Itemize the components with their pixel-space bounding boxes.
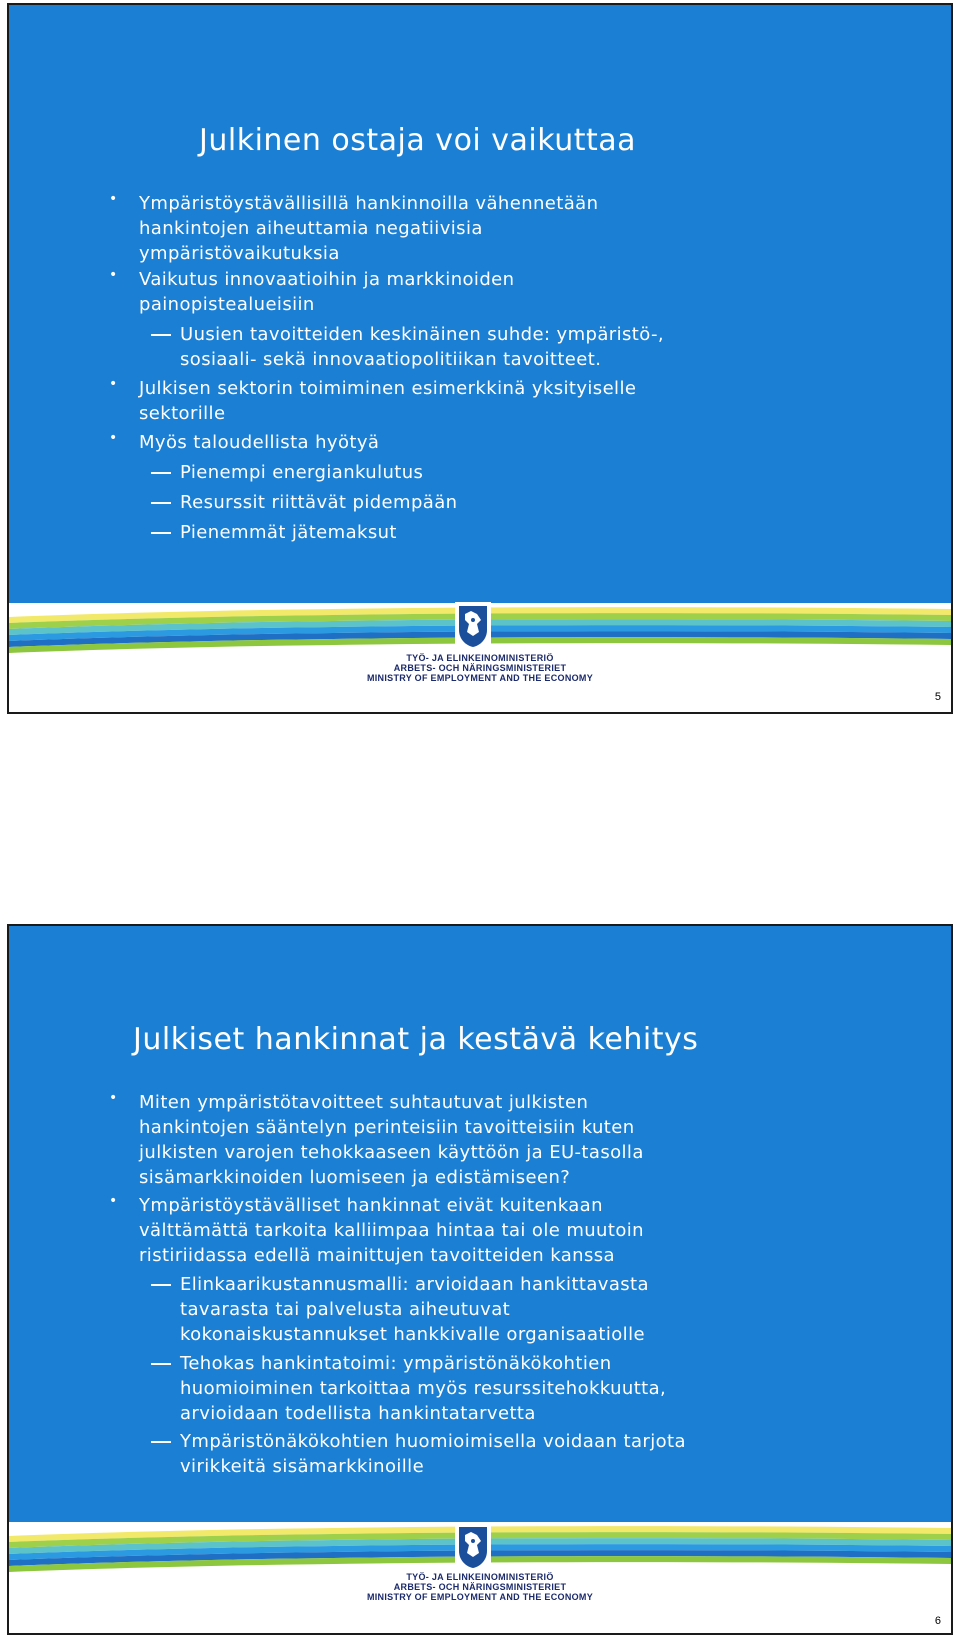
finnish-lion-crest-icon [455,602,491,648]
ministry-name [9,653,951,683]
slide-title: Julkinen ostaja voi vaikuttaa [199,123,637,158]
bullet-line: Tehokas hankintatoimi: ympäristönäkökohtien [180,1353,612,1374]
finnish-lion-crest-icon [455,1523,491,1569]
page-number: 6 [934,1615,941,1627]
bullet-line: huomioiminen tarkoittaa myös resurssitehokkuutta, [180,1378,667,1399]
bullet-line: hankintojen aiheuttamia negatiivisia [139,218,483,239]
bullet-dot-icon: • [109,430,118,446]
ministry-line-sv: ARBETS- OCH NÄRINGSMINISTERIET [393,663,567,673]
bullet-line: sisämarkkinoiden luomiseen ja edistämiseen? [139,1167,571,1188]
ministry-line-fi: TYÖ- JA ELINKEINOMINISTERIÖ [406,653,554,663]
bullet-dot-icon: • [109,191,118,207]
slide-title: Julkiset hankinnat ja kestävä kehitys [133,1022,699,1057]
bullet-line: hankintojen sääntelyn perinteisiin tavoitteisiin kuten [139,1117,635,1138]
bullet-line: sektorille [139,403,226,424]
bullet-line: sosiaali- sekä innovaatiopolitiikan tavoitteet. [180,349,602,370]
page-number: 5 [934,691,941,703]
bullet-line: välttämättä tarkoita kalliimpaa hintaa tai ole muutoin [139,1220,644,1241]
bullet-dot-icon: • [109,376,118,392]
bullet-line: virikkeitä sisämarkkinoille [180,1456,425,1477]
bullet-line: tavarasta tai palvelusta aiheutuvat [180,1299,511,1320]
bullet-dot-icon: • [109,267,118,283]
ministry-line-en: MINISTRY OF EMPLOYMENT AND THE ECONOMY [366,673,594,683]
bullet-line: julkisten varojen tehokkaaseen käyttöön ja EU-tasolla [139,1142,644,1163]
ministry-name [9,1572,951,1602]
bullet-line: Ympäristöystävälliset hankinnat eivät kuitenkaan [139,1195,603,1216]
dash-icon [151,1429,171,1443]
ministry-line-fi: TYÖ- JA ELINKEINOMINISTERIÖ [406,1572,554,1582]
bullet-line: kokonaiskustannukset hankkivalle organisaatiolle [180,1324,645,1345]
ministry-line-sv: ARBETS- OCH NÄRINGSMINISTERIET [393,1582,567,1592]
bullet-dot-icon: • [109,1193,118,1209]
dash-icon [151,1272,171,1286]
dash-icon [151,322,171,336]
bullet-line: Uusien tavoitteiden keskinäinen suhde: ympäristö-, [180,324,664,345]
bullet-line: Vaikutus innovaatioihin ja markkinoiden [139,269,515,290]
dash-icon [151,490,171,504]
bullet-line: Pienempi energiankulutus [180,462,424,483]
slide-5 [7,3,953,714]
bullet-line: Myös taloudellista hyötyä [139,432,380,453]
dash-icon [151,1351,171,1365]
bullet-line: Ympäristöystävällisillä hankinnoilla vähennetään [139,193,599,214]
bullet-line: painopistealueisiin [139,294,315,315]
bullet-line: Pienemmät jätemaksut [180,522,397,543]
bullet-line: ristiriidassa edellä mainittujen tavoitteiden kanssa [139,1245,615,1266]
ministry-line-en: MINISTRY OF EMPLOYMENT AND THE ECONOMY [366,1592,594,1602]
dash-icon [151,520,171,534]
bullet-line: Resurssit riittävät pidempään [180,492,458,513]
slide-6 [7,924,953,1635]
bullet-line: Elinkaarikustannusmalli: arvioidaan hankittavasta [180,1274,649,1295]
bullet-dot-icon: • [109,1090,118,1106]
bullet-line: arvioidaan todellista hankintatarvetta [180,1403,536,1424]
bullet-line: ympäristövaikutuksia [139,243,340,264]
bullet-line: Julkisen sektorin toimiminen esimerkkinä yksityiselle [139,378,637,399]
bullet-line: Miten ympäristötavoitteet suhtautuvat julkisten [139,1092,589,1113]
dash-icon [151,460,171,474]
bullet-line: Ympäristönäkökohtien huomioimisella voidaan tarjota [180,1431,686,1452]
